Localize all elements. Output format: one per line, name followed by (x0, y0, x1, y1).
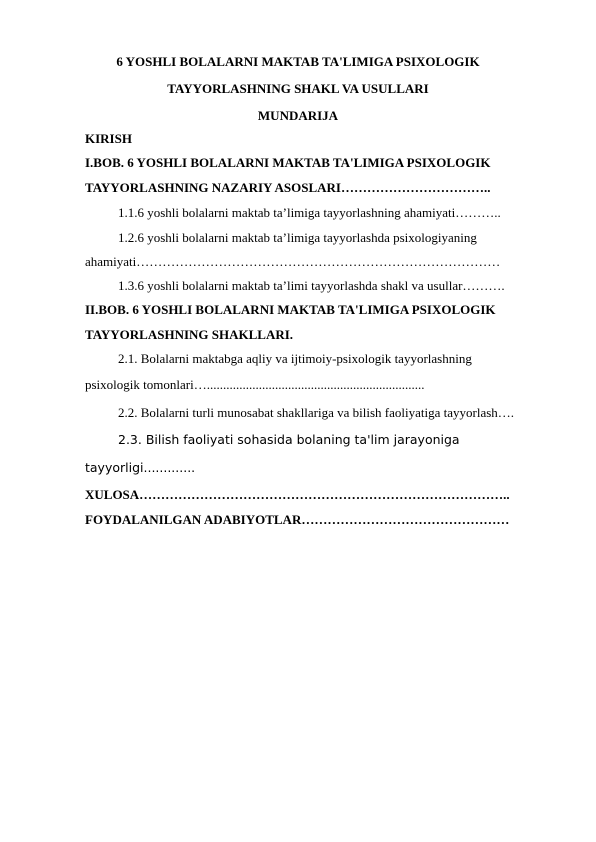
toc-intro: KIRISH (85, 131, 132, 146)
toc-chapter-2-line-2: TAYYORLASHNING SHAKLLARI. (85, 327, 294, 342)
document-title-line-2: TAYYORLASHNING SHAKL VA USULLARI (167, 81, 429, 96)
document-title-line-1: 6 YOSHLI BOLALARNI MAKTAB TA'LIMIGA PSIXOLOGIK (116, 54, 480, 69)
toc-item-2-1-line-2: psixologik tomonlari…................................................................... (85, 377, 425, 392)
toc-chapter-1-line-2: TAYYORLASHNING NAZARIY ASOSLARI…………………………….. (85, 180, 491, 195)
toc-item-2-3-line-2: tayyorligi............. (85, 460, 196, 475)
toc-item-2-1-line-1: 2.1. Bolalarni maktabga aqliy va ijtimoiy-psixologik tayyorlashning (118, 351, 472, 366)
toc-item-1-2-line-2: ahamiyati………………………………………………………………………… (85, 254, 501, 269)
toc-references: FOYDALANILGAN ADABIYOTLAR………………………………………… (85, 512, 510, 527)
toc-chapter-1-line-1: I.BOB. 6 YOSHLI BOLALARNI MAKTAB TA'LIMIGA PSIXOLOGIK (85, 155, 491, 170)
toc-conclusion: XULOSA………………………………………………………………………….. (85, 487, 510, 502)
toc-chapter-2-line-1: II.BOB. 6 YOSHLI BOLALARNI MAKTAB TA'LIMIGA PSIXOLOGIK (85, 302, 496, 317)
toc-item-1-3: 1.3.6 yoshli bolalarni maktab ta’limi tayyorlashda shakl va usullar………. (118, 278, 505, 293)
toc-item-1-1: 1.1.6 yoshli bolalarni maktab ta’limiga tayyorlashning ahamiyati……….. (118, 205, 501, 220)
toc-item-1-2-line-1: 1.2.6 yoshli bolalarni maktab ta’limiga tayyorlashda psixologiyaning (118, 230, 477, 245)
toc-item-2-3-line-1: 2.3. Bilish faoliyati sohasida bolaning ta'lim jarayoniga (118, 432, 460, 447)
toc-item-2-2: 2.2. Bolalarni turli munosabat shakllariga va bilish faoliyatiga tayyorlash…. (118, 405, 515, 420)
contents-heading: MUNDARIJA (257, 108, 339, 123)
